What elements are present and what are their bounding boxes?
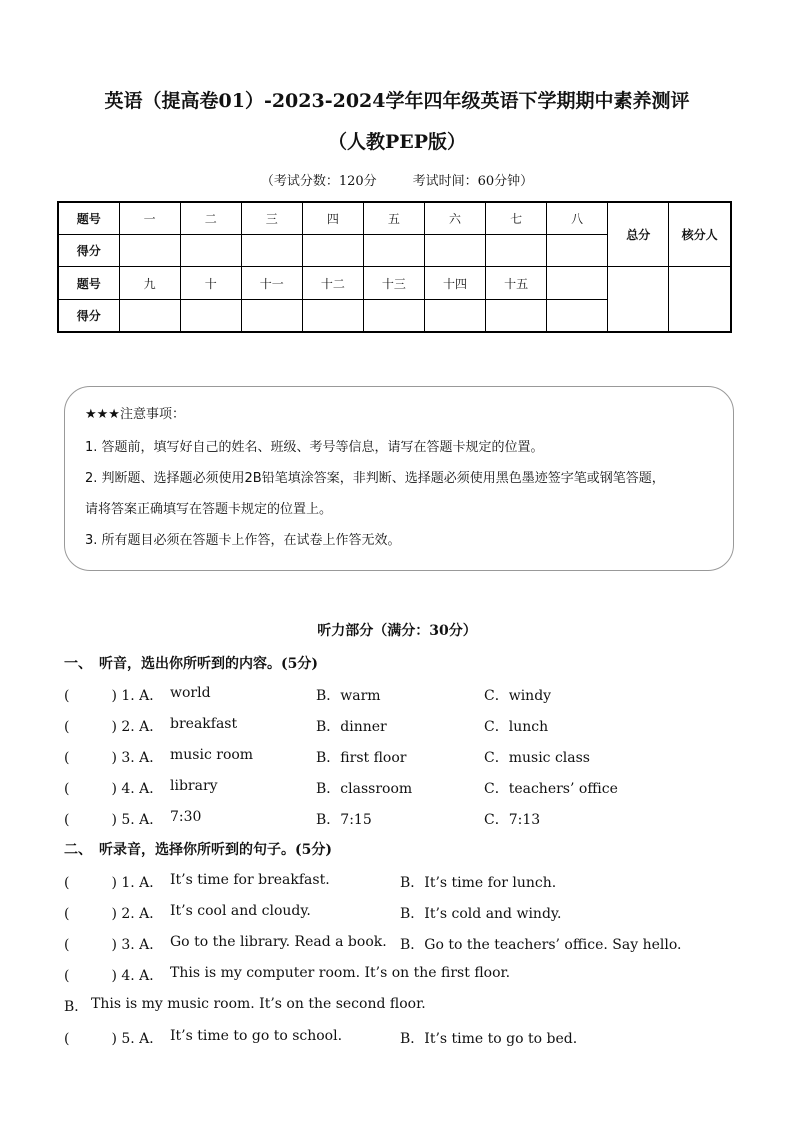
notice-item: 1. 答题前，填写好自己的姓名、班级、考号等信息，请写在答题卡规定的位置。 — [85, 440, 544, 455]
question-number-cell: 八 — [547, 202, 608, 235]
score-cell[interactable] — [302, 299, 363, 332]
option-a: breakfast — [170, 716, 238, 732]
question-number-cell: 十四 — [424, 267, 485, 299]
question-number-cell: 九 — [119, 267, 180, 299]
question-number-cell: 十二 — [302, 267, 363, 299]
notice-item: 2. 判断题、选择题必须使用2B铅笔填涂答案，非判断、选择题必须使用黑色墨迹签字笔或钢笔答题， — [85, 471, 665, 486]
notice-item: 请将答案正确填写在答题卡规定的位置上。 — [85, 502, 333, 517]
question-row — [64, 747, 744, 769]
score-cell[interactable] — [363, 299, 424, 332]
notice-item: 3. 所有题目必须在答题卡上作答，在试卷上作答无效。 — [85, 533, 401, 548]
score-cell[interactable] — [180, 235, 241, 267]
option-c: C．music class — [484, 750, 590, 766]
score-table — [57, 201, 732, 333]
question-row — [64, 903, 744, 925]
question-number[interactable]: ( ) 2. A． — [64, 906, 164, 922]
score-cell[interactable] — [424, 235, 485, 267]
option-c: C．lunch — [484, 719, 549, 735]
question-number-cell: 七 — [486, 202, 547, 235]
option-b: B．first floor — [316, 750, 407, 766]
score-cell[interactable] — [119, 235, 180, 267]
exam-info — [0, 170, 794, 189]
question-number[interactable]: ( ) 1. A． — [64, 688, 164, 704]
option-a: world — [170, 685, 211, 701]
option-a: This is my computer room. It’s on the first floor. — [170, 965, 511, 981]
score-cell[interactable] — [547, 235, 608, 267]
question-number-cell: 十一 — [241, 267, 302, 299]
question-number[interactable]: ( ) 5. A． — [64, 812, 164, 828]
question-number-cell: 六 — [424, 202, 485, 235]
checker-header: 核分人 — [669, 202, 731, 267]
question-number-cell: 十五 — [486, 267, 547, 299]
option-a: It’s time for breakfast. — [170, 872, 330, 888]
question-number-cell: 十三 — [363, 267, 424, 299]
question-number[interactable]: ( ) 2. A． — [64, 719, 164, 735]
score-cell[interactable] — [486, 299, 547, 332]
question-number-cell: 五 — [363, 202, 424, 235]
option-b-label: B． — [64, 999, 89, 1015]
part2-title: 二、 听录音，选择你所听到的句子。(5分) — [64, 842, 332, 858]
option-a: 7:30 — [170, 809, 202, 825]
total-score-cell[interactable] — [608, 267, 669, 332]
question-row — [64, 934, 744, 956]
question-row — [64, 778, 744, 800]
notice-box — [64, 386, 734, 571]
score-cell[interactable] — [424, 299, 485, 332]
option-a: Go to the library. Read a book. — [170, 934, 387, 950]
question-number-cell: 十 — [180, 267, 241, 299]
score-cell[interactable] — [119, 299, 180, 332]
part1-title: 一、 听音，选出你所听到的内容。(5分) — [64, 656, 318, 672]
question-number-cell: 一 — [119, 202, 180, 235]
score-cell[interactable] — [302, 235, 363, 267]
score-cell[interactable] — [486, 235, 547, 267]
total-score-header: 总分 — [608, 202, 669, 267]
option-c: C．teachers’ office — [484, 781, 618, 797]
option-b: B．It’s time to go to bed. — [400, 1031, 578, 1047]
question-number[interactable]: ( ) 5. A． — [64, 1031, 164, 1047]
score-cell[interactable] — [241, 235, 302, 267]
question-number[interactable]: ( ) 3. A． — [64, 937, 164, 953]
question-number-cell: 四 — [302, 202, 363, 235]
score-cell[interactable] — [547, 299, 608, 332]
option-b: B．7:15 — [316, 812, 372, 828]
option-b: B．Go to the teachers’ office. Say hello. — [400, 937, 682, 953]
question-number[interactable]: ( ) 1. A． — [64, 875, 164, 891]
option-b: B．warm — [316, 688, 381, 704]
option-c: C．windy — [484, 688, 552, 704]
time-info: 考试时间：60分钟） — [412, 174, 534, 189]
exam-subtitle: （人教PEP版） — [327, 131, 467, 153]
option-a: It’s cool and cloudy. — [170, 903, 311, 919]
question-number[interactable]: ( ) 4. A． — [64, 781, 164, 797]
question-row — [64, 872, 744, 894]
row-label-number: 题号 — [58, 202, 119, 235]
question-row — [64, 685, 744, 707]
score-cell[interactable] — [241, 299, 302, 332]
row-label-score: 得分 — [58, 235, 119, 267]
row-label-number: 题号 — [58, 267, 119, 299]
option-b: B．dinner — [316, 719, 387, 735]
option-b: B．classroom — [316, 781, 413, 797]
listening-heading: 听力部分（满分：30分） — [317, 623, 477, 639]
option-b: B．It’s time for lunch. — [400, 875, 557, 891]
question-row — [64, 996, 744, 1018]
checker-cell[interactable] — [669, 267, 731, 332]
row-label-score: 得分 — [58, 299, 119, 332]
question-number-cell: 三 — [241, 202, 302, 235]
score-cell[interactable] — [180, 299, 241, 332]
question-number-cell: 二 — [180, 202, 241, 235]
option-a: music room — [170, 747, 254, 763]
option-b: This is my music room. It’s on the second floor. — [91, 996, 426, 1012]
exam-title: 英语（提高卷01）-2023-2024学年四年级英语下学期期中素养测评 — [104, 90, 690, 112]
question-row — [64, 1028, 744, 1050]
score-cell[interactable] — [363, 235, 424, 267]
option-b: B．It’s cold and windy. — [400, 906, 562, 922]
option-a: It’s time to go to school. — [170, 1028, 343, 1044]
option-a: library — [170, 778, 218, 794]
question-row — [64, 809, 744, 831]
question-number[interactable]: ( ) 3. A． — [64, 750, 164, 766]
question-number[interactable]: ( ) 4. A． — [64, 968, 164, 984]
score-info: （考试分数：120分 — [260, 174, 377, 189]
question-row — [64, 716, 744, 738]
question-number-cell — [547, 267, 608, 299]
question-row — [64, 965, 744, 987]
option-c: C．7:13 — [484, 812, 541, 828]
notice-title: ★★★注意事项： — [85, 407, 185, 422]
